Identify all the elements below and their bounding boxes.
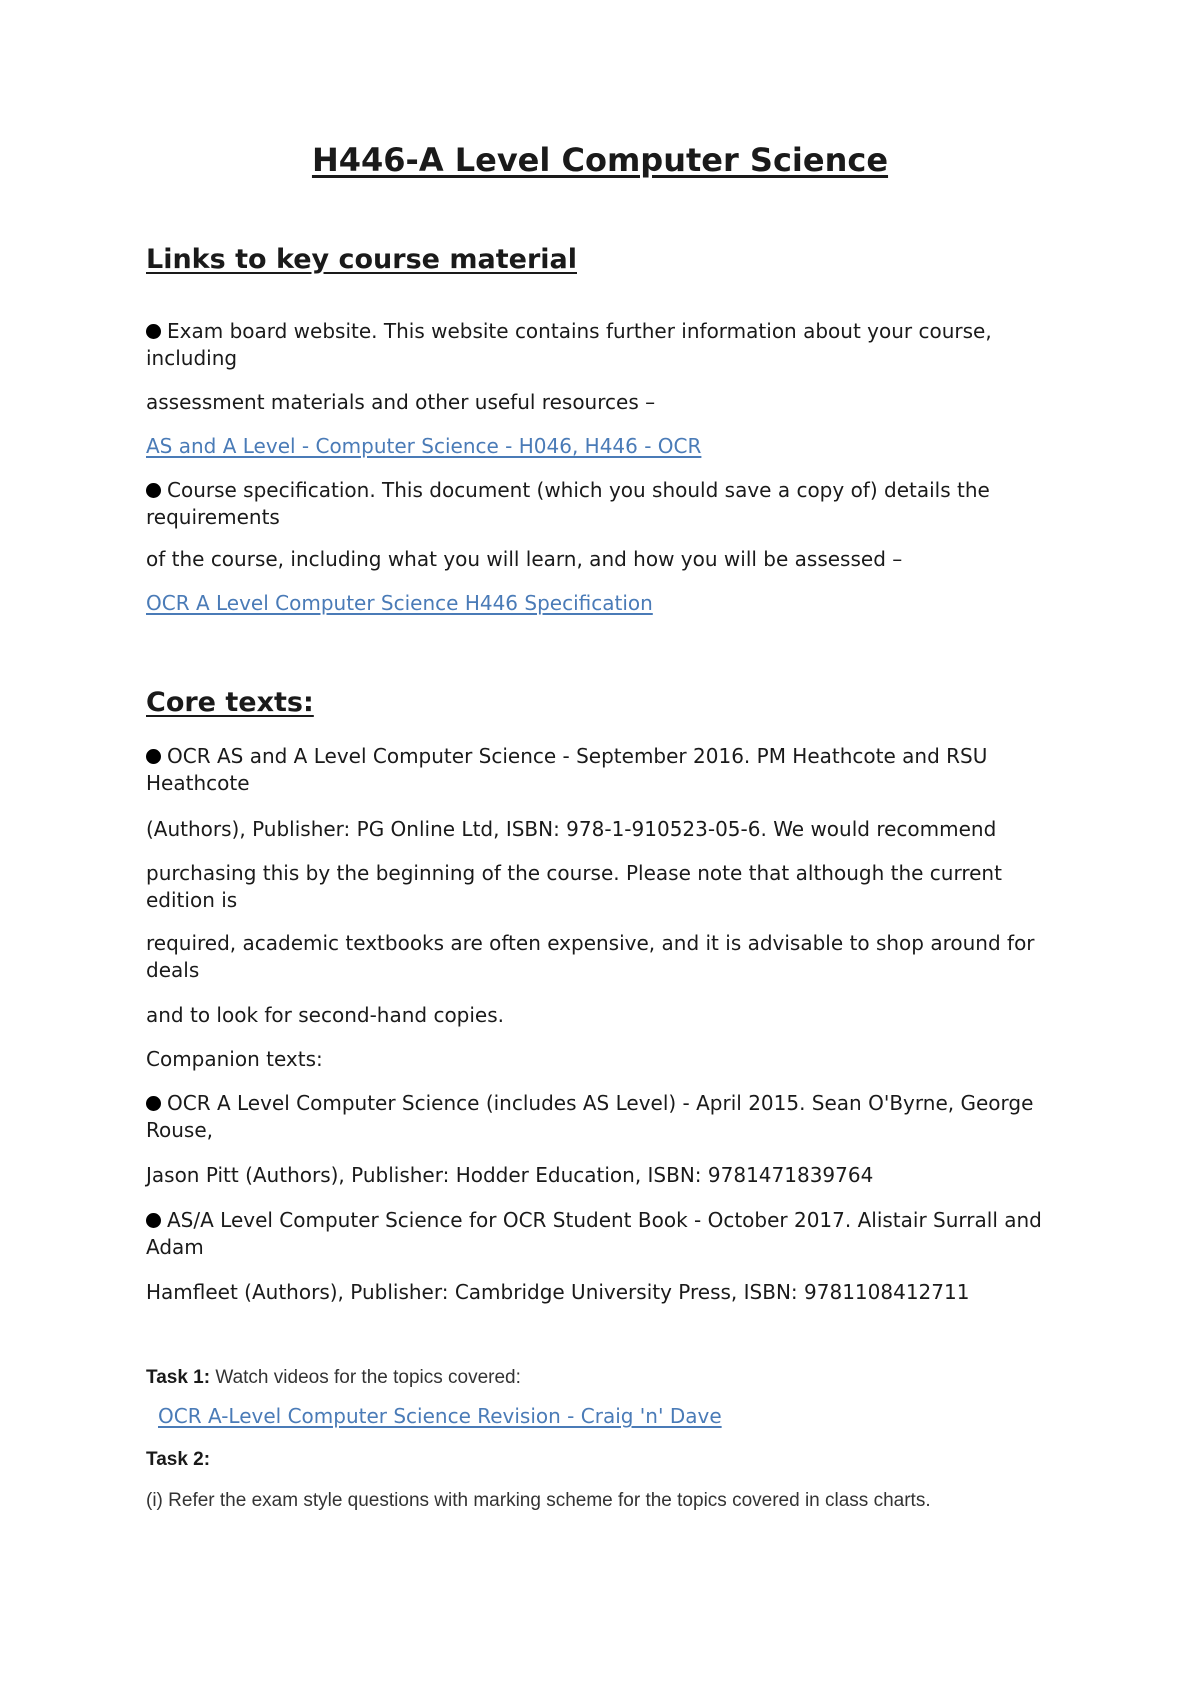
task1-link-line [158, 1403, 1088, 1430]
spec-paragraph [146, 477, 1076, 531]
book1-text: OCR AS and A Level Computer Science - September 2016. PM Heathcote and RSU Heathcote [146, 744, 988, 795]
task2-text: (i) Refer the exam style questions with marking scheme for the topics covered in class charts. [146, 1490, 931, 1511]
bullet-icon [146, 483, 161, 498]
task1-label: Task 1: [146, 1367, 211, 1388]
document-title: H446-A Level Computer Science [311, 141, 889, 179]
task1-text: Watch videos for the topics covered: [210, 1367, 521, 1388]
links-heading: Links to key course material [146, 244, 577, 275]
spec-link-line [146, 590, 1076, 617]
task1-line [146, 1366, 1076, 1390]
book1-text-4: required, academic textbooks are often expensive, and it is advisable to shop around for deals [146, 931, 1035, 982]
book3-paragraph [146, 1207, 1076, 1261]
core-texts-heading: Core texts: [146, 687, 314, 718]
book3-text: AS/A Level Computer Science for OCR Student Book - October 2017. Alistair Surrall and Adam [146, 1208, 1042, 1259]
book2-text: OCR A Level Computer Science (includes AS Level) - April 2015. Sean O'Byrne, George Rouse, [146, 1091, 1034, 1142]
spec-text-cont: of the course, including what you will learn, and how you will be assessed – [146, 547, 903, 571]
book3-text-2: Hamfleet (Authors), Publisher: Cambridge University Press, ISBN: 9781108412711 [146, 1280, 970, 1304]
book2-paragraph [146, 1090, 1076, 1144]
book1-paragraph [146, 743, 1076, 797]
book2-text-2: Jason Pitt (Authors), Publisher: Hodder Education, ISBN: 9781471839764 [146, 1163, 874, 1187]
bullet-icon [146, 749, 161, 764]
exam-board-link-line [146, 433, 1076, 460]
craig-n-dave-link[interactable]: OCR A-Level Computer Science Revision - Craig 'n' Dave [158, 1404, 722, 1428]
book1-text-5: and to look for second-hand copies. [146, 1003, 505, 1027]
bullet-icon [146, 324, 161, 339]
bullet-icon [146, 1096, 161, 1111]
bullet-icon [146, 1213, 161, 1228]
exam-board-paragraph [146, 318, 1076, 372]
task2-label: Task 2: [146, 1449, 211, 1470]
task2-line [146, 1448, 1076, 1472]
companion-label: Companion texts: [146, 1047, 323, 1071]
exam-board-text-cont: assessment materials and other useful resources – [146, 390, 656, 414]
spec-text: Course specification. This document (which you should save a copy of) details the requirements [146, 478, 990, 529]
book1-text-3: purchasing this by the beginning of the course. Please note that although the current edition is [146, 861, 1002, 912]
exam-board-link[interactable]: AS and A Level - Computer Science - H046, H446 - OCR [146, 434, 702, 458]
spec-link[interactable]: OCR A Level Computer Science H446 Specification [146, 591, 653, 615]
exam-board-text: Exam board website. This website contains further information about your course, including [146, 319, 992, 370]
book1-text-2: (Authors), Publisher: PG Online Ltd, ISBN: 978-1-910523-05-6. We would recommend [146, 817, 997, 841]
